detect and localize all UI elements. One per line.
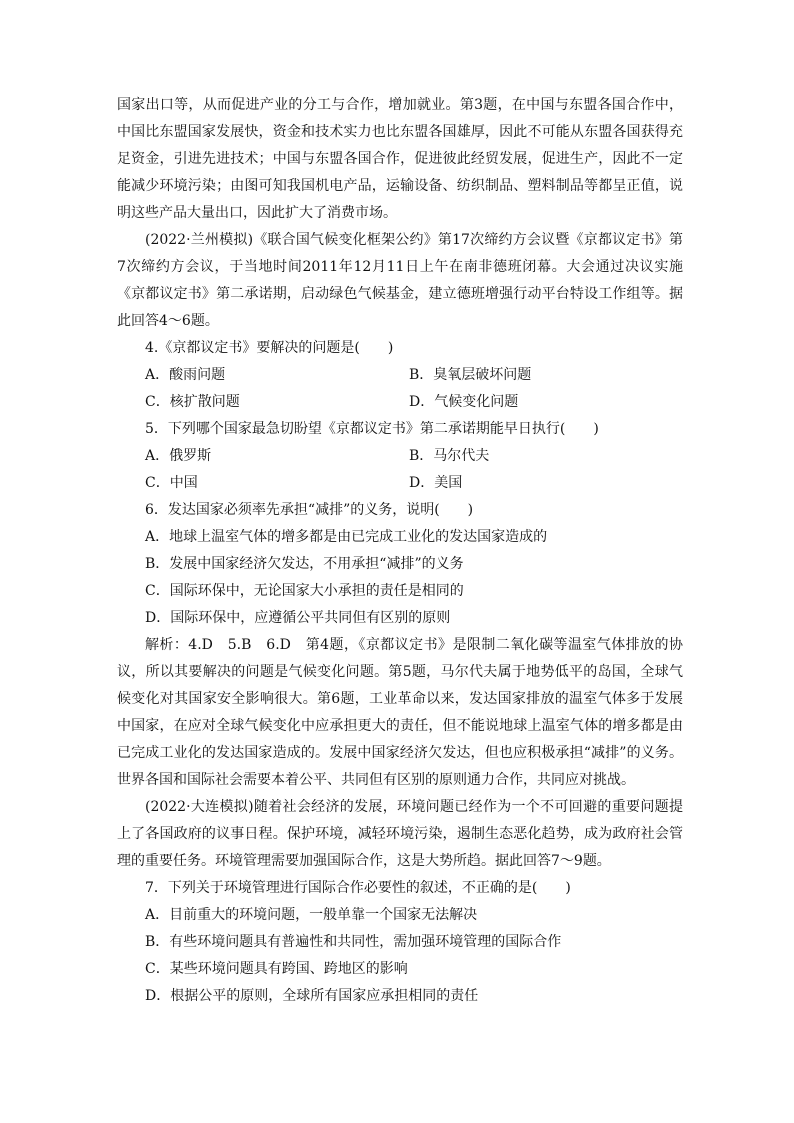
question-group-intro-4-6: (2022·兰州模拟)《联合国气候变化框架公约》第17次缔约方会议暨《京都议定书》第7次缔约方会议，于当地时间2011年12月11日上午在南非德班闭幕。大会通过决议实施《京都议定书》第二承诺期，启动绿色气候基金，建立德班增强行动平台特设工作组等。据此回答4～6题。 xyxy=(117,232,683,329)
question-7-option-c: C．某些环境问题具有跨国、跨地区的影响 xyxy=(145,961,408,977)
question-5-option-c: C．中国 xyxy=(145,475,198,491)
question-7-option-d: D．根据公平的原则，全球所有国家应承担相同的责任 xyxy=(145,988,479,1004)
question-4-options-row-1 xyxy=(117,362,683,389)
question-7 xyxy=(117,875,683,1010)
question-group-intro-7-9: (2022·大连模拟)随着社会经济的发展，环境问题已经作为一个不可回避的重要问题提上了各国政府的议事日程。保护环境，减轻环境污染，遏制生态恶化趋势，成为政府社会管理的重要任务。环境管理需要加强国际合作，这是大势所趋。据此回答7～9题。 xyxy=(117,799,683,869)
question-4-stem: 4.《京都议定书》要解决的问题是( ) xyxy=(145,340,394,356)
answer-explanation-continued: 国家出口等，从而促进产业的分工与合作，增加就业。第3题，在中国与东盟各国合作中，中国比东盟国家发展快，资金和技术实力也比东盟各国雄厚，因此不可能从东盟各国获得充足资金，引进先进技术；中国与东盟各国合作，促进彼此经贸发展，促进生产，因此不一定能减少环境污染；由图可知我国机电产品，运输设备、纺织制品、塑料制品等都呈正值，说明这些产品大量出口，因此扩大了消费市场。 xyxy=(117,97,683,221)
question-4-option-a: A．酸雨问题 xyxy=(145,367,226,383)
document-page xyxy=(117,92,683,1010)
analysis-4-6: 解析：4.D 5.B 6.D 第4题，《京都议定书》是限制二氧化碳等温室气体排放的协议，所以其要解决的问题是气候变化问题。第5题，马尔代夫属于地势低平的岛国，全球气候变化对其国家安全影响很大。第6题，工业革命以来，发达国家排放的温室气体多于发展中国家，在应对全球气候变化中应承担更大的责任，但不能说地球上温室气体的增多都是由已完成工业化的发达国家造成的。发展中国家经济欠发达，但也应积极承担“减排”的义务。世界各国和国际社会需要本着公平、共同但有区别的原则通力合作，共同应对挑战。 xyxy=(117,637,683,788)
question-5-option-a: A．俄罗斯 xyxy=(145,448,212,464)
question-5 xyxy=(117,416,683,497)
question-4-option-d: D．气候变化问题 xyxy=(409,394,519,410)
question-7-option-a: A．目前重大的环境问题，一般单靠一个国家无法解决 xyxy=(145,907,478,923)
question-6-option-a: A．地球上温室气体的增多都是由已完成工业化的发达国家造成的 xyxy=(145,529,548,545)
question-7-option-b: B．有些环境问题具有普遍性和共同性，需加强环境管理的国际合作 xyxy=(145,934,562,950)
question-6-option-d: D．国际环保中，应遵循公平共同但有区别的原则 xyxy=(145,610,451,626)
question-4-option-c: C．核扩散问题 xyxy=(145,394,240,410)
question-4-option-b: B．臭氧层破坏问题 xyxy=(409,367,532,383)
question-6-option-c: C．国际环保中，无论国家大小承担的责任是相同的 xyxy=(145,583,464,599)
question-5-option-d: D．美国 xyxy=(409,475,463,491)
question-5-option-b: B．马尔代夫 xyxy=(409,448,490,464)
question-7-stem: 7．下列关于环境管理进行国际合作必要性的叙述，不正确的是( ) xyxy=(145,880,571,896)
question-6 xyxy=(117,497,683,632)
question-6-stem: 6．发达国家必须率先承担“减排”的义务，说明( ) xyxy=(145,502,474,518)
question-4 xyxy=(117,335,683,416)
question-4-options-row-2 xyxy=(117,389,683,416)
question-5-stem: 5．下列哪个国家最急切盼望《京都议定书》第二承诺期能早日执行( ) xyxy=(145,421,599,437)
question-5-options-row-1 xyxy=(117,443,683,470)
question-6-option-b: B．发展中国家经济欠发达，不用承担“减排”的义务 xyxy=(145,556,464,572)
question-5-options-row-2 xyxy=(117,470,683,497)
